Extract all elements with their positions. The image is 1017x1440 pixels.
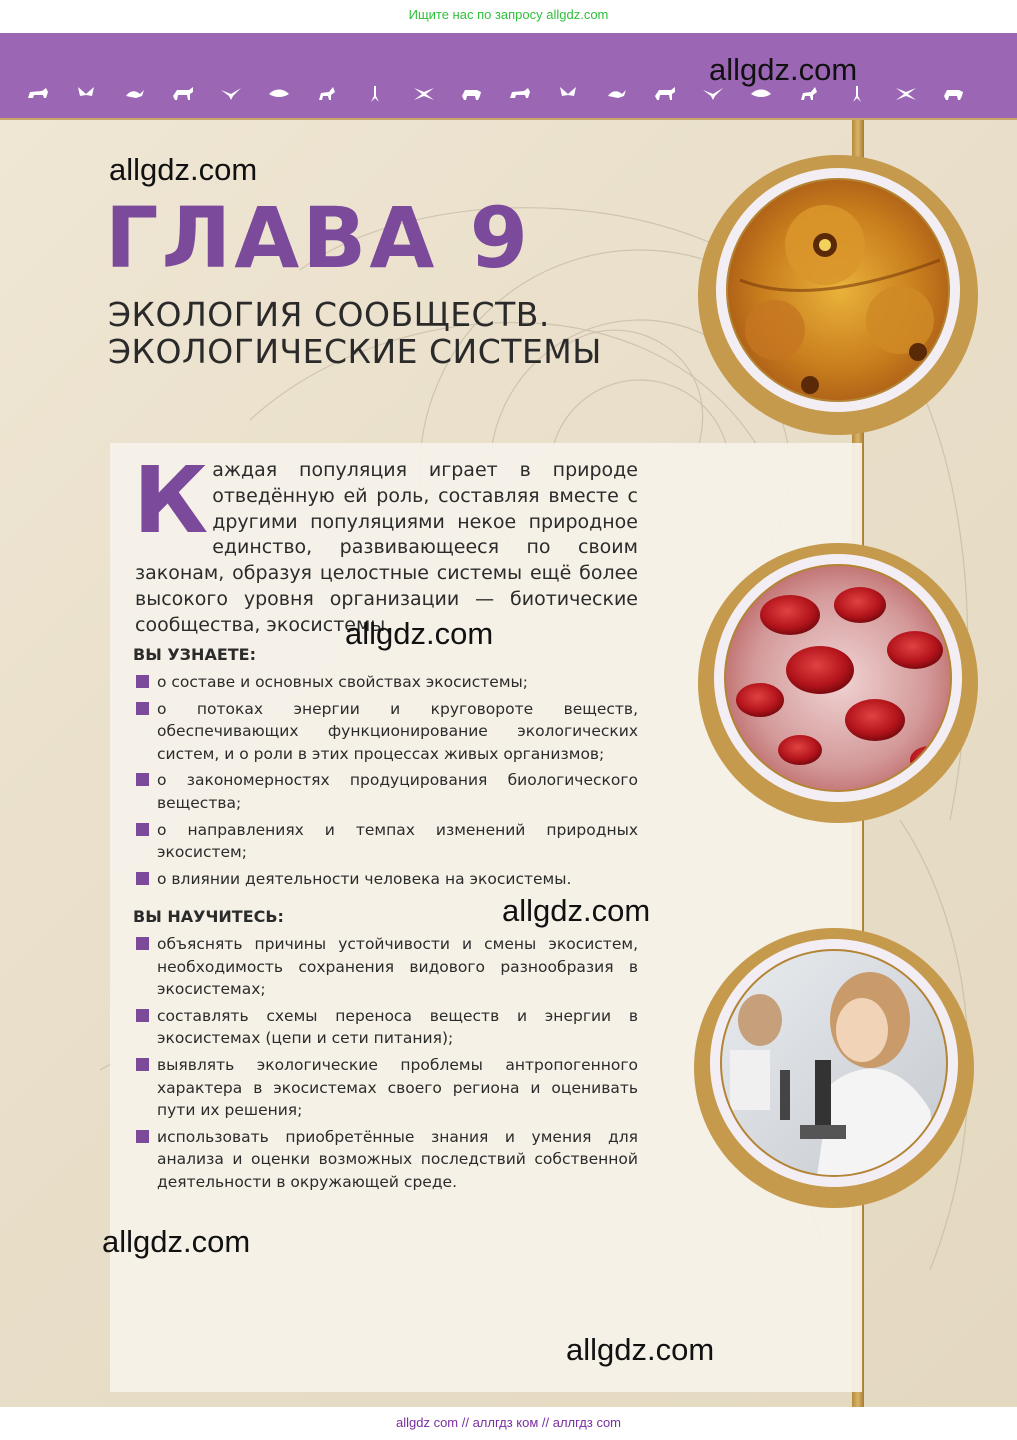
bullet-square-icon [136,1058,149,1071]
footer-note[interactable]: allgdz com // аллгдз ком // аллгдз com [395,1415,622,1430]
chapter-title [108,296,602,370]
bullet-square-icon [136,1130,149,1143]
bullet-square-icon [136,823,149,836]
list-item: выявлять экологические проблемы антропогенного характера в экосистемах своего региона и оценивать пути их решения; [136,1054,638,1122]
learn-list [136,671,638,894]
bullet-square-icon [136,1009,149,1022]
watermark: allgdz.com [566,1332,715,1367]
chapter-title-line2: ЭКОЛОГИЧЕСКИЕ СИСТЕМЫ [108,332,602,371]
list-item: о потоках энергии и круговороте веществ, обеспечивающих функционирование экологических систем, и о роли в этих процессах живых организмов; [136,698,638,766]
drop-cap: К [133,447,209,554]
list-item: составлять схемы переноса веществ и энергии в экосистемах (цепи и сети питания); [136,1005,638,1050]
top-note[interactable]: Ищите нас по запросу allgdz.com [408,7,609,22]
bullet-square-icon [136,773,149,786]
bullet-square-icon [136,702,149,715]
chapter-title-line1: ЭКОЛОГИЯ СООБЩЕСТВ. [108,295,550,334]
watermark: allgdz.com [102,1224,251,1259]
watermark: allgdz.com [709,52,858,87]
chapter-number: ГЛАВА 9 [105,189,532,287]
list-item: использовать приобретённые знания и умения для анализа и оценки возможных последствий собственной деятельности в окружающей среде. [136,1126,638,1194]
blood-cells-image [698,543,978,823]
bullet-square-icon [136,937,149,950]
bullet-square-icon [136,675,149,688]
intro-paragraph [133,447,638,639]
list-item: о составе и основных свойствах экосистемы; [136,671,638,694]
list-item: о направлениях и темпах изменений природных экосистем; [136,819,638,864]
skills-list [136,933,638,1198]
skills-heading: ВЫ НАУЧИТЕСЬ: [133,907,284,926]
list-item: о влиянии деятельности человека на экосистемы. [136,868,638,891]
watermark: allgdz.com [109,152,258,187]
learn-heading: ВЫ УЗНАЕТЕ: [133,645,256,664]
watermark: allgdz.com [502,893,651,928]
list-item: о закономерностях продуцирования биологического вещества; [136,769,638,814]
bullet-square-icon [136,872,149,885]
cells-micrograph-image [698,155,978,435]
students-microscope-image [694,928,974,1208]
list-item: объяснять причины устойчивости и смены экосистем, необходимость сохранения видового разнообразия в экосистемах; [136,933,638,1001]
watermark: allgdz.com [345,616,494,651]
intro-text: аждая популяция играет в природе отведённую ей роль, составляя вместе с другими популяциями некое природное единство, развивающееся по своим законам, образуя целостные системы ещё более высокого уровня организации — биотические сообщества, экосистемы. [135,459,638,636]
